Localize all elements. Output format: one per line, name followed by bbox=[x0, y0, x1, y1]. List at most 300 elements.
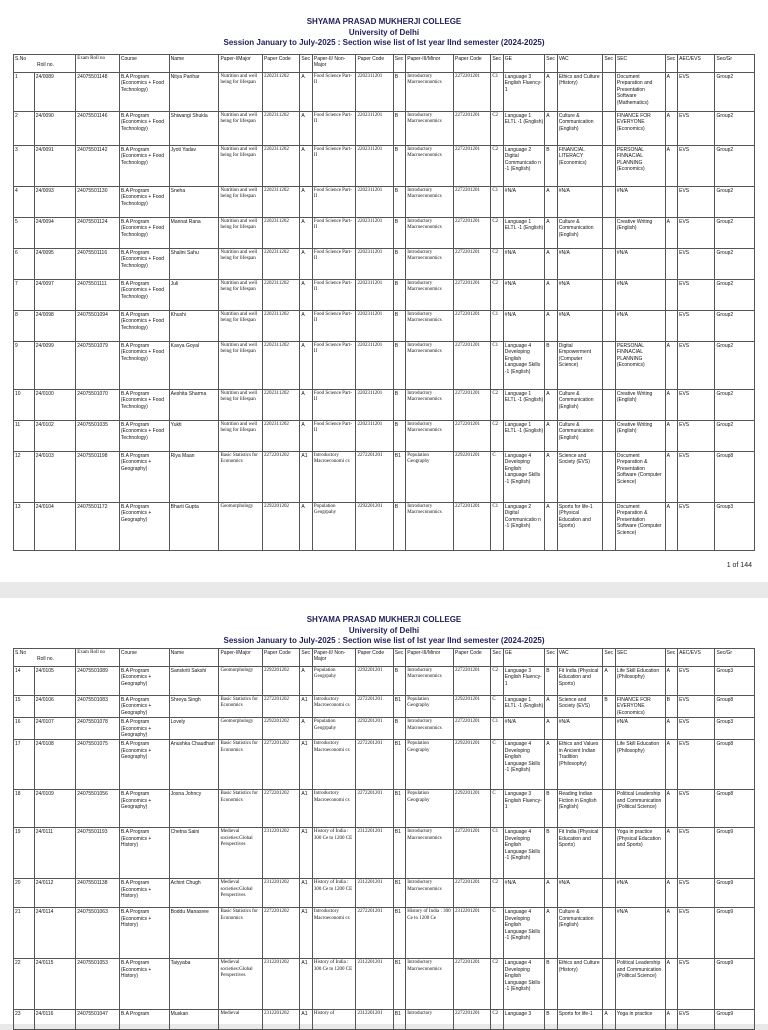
cell-ge: Language 1 ELTL -1 (English) bbox=[503, 696, 545, 718]
cell-sno: 4 bbox=[14, 187, 35, 218]
cell-paper-code-1: 2272201202 bbox=[263, 452, 300, 503]
cell-vac: Reading Indian Fiction in English (English) bbox=[557, 790, 603, 828]
cell-roll-no: 24/0098 bbox=[34, 311, 76, 342]
column-header-sec-vac: Sec bbox=[603, 55, 615, 73]
cell-sec-2: B1 bbox=[393, 1010, 405, 1030]
cell-paper-code-2: 2202311201 bbox=[356, 218, 393, 249]
cell-roll-no: 24/0104 bbox=[34, 503, 76, 551]
cell-paper-iii-minor: Population Geography bbox=[406, 696, 454, 718]
cell-ge: #N/A bbox=[503, 187, 545, 218]
cell-vac: Sports for life-1 (Physical Education and Sports) bbox=[557, 503, 603, 551]
column-header-sno bbox=[14, 649, 76, 667]
cell-paper-code-2: 2292201201 bbox=[356, 718, 393, 740]
cell-exam-roll-no: 24075501083 bbox=[76, 696, 120, 718]
cell-sec-vac bbox=[603, 280, 615, 311]
cell-exam-roll-no: 24075501063 bbox=[76, 908, 120, 959]
cell-sno: 22 bbox=[14, 959, 35, 1010]
cell-sec-2: B bbox=[393, 503, 405, 551]
cell-paper-i-major: Basic Statistics for Economics bbox=[219, 908, 263, 959]
cell-name: Kavya Goyal bbox=[169, 342, 219, 390]
cell-paper-iii-minor: Population Geography bbox=[406, 790, 454, 828]
cell-sec-ge: A bbox=[545, 218, 557, 249]
table-row bbox=[14, 112, 755, 146]
table-row bbox=[14, 828, 755, 879]
cell-paper-code-2: 2202311201 bbox=[356, 342, 393, 390]
cell-course: B.A Program (Economics + Food Technology) bbox=[119, 342, 169, 390]
cell-name: Shreya Singh bbox=[169, 696, 219, 718]
cell-course: B.A Program (Economics + History) bbox=[119, 828, 169, 879]
column-header-paper-code-2: Paper Code bbox=[356, 55, 393, 73]
cell-roll-no: 24/0106 bbox=[34, 696, 76, 718]
cell-sec-group: Group8 bbox=[715, 452, 755, 503]
cell-sno: 16 bbox=[14, 718, 35, 740]
cell-sec-group: Group8 bbox=[715, 696, 755, 718]
cell-ge: Language 3 English Fluency-1 bbox=[503, 73, 545, 112]
cell-sec-3: C2 bbox=[491, 249, 503, 280]
cell-aec-evs: EVS bbox=[678, 908, 715, 959]
cell-sec-ge: A bbox=[545, 718, 557, 740]
cell-aec-evs: EVS bbox=[678, 187, 715, 218]
cell-roll-no: 24/0095 bbox=[34, 249, 76, 280]
cell-sec-3: C2 bbox=[491, 1010, 503, 1030]
cell-sec-sec: A bbox=[665, 879, 677, 908]
column-header-sec-sec: Sec bbox=[665, 649, 677, 667]
cell-roll-no: 24/0094 bbox=[34, 218, 76, 249]
cell-roll-no: 24/0099 bbox=[34, 342, 76, 390]
cell-sec-sec: A bbox=[665, 1010, 677, 1030]
cell-sec-3: C1 bbox=[491, 187, 503, 218]
cell-aec-evs: EVS bbox=[678, 667, 715, 696]
cell-sec-vac bbox=[603, 503, 615, 551]
cell-paper-iii-minor: Introductory Macroeconomics bbox=[406, 667, 454, 696]
cell-vac: Culture & Communication (English) bbox=[557, 218, 603, 249]
cell-ge: #N/A bbox=[503, 718, 545, 740]
cell-paper-ii-non-major: Population Geogrpahy bbox=[312, 667, 356, 696]
cell-sec-1: A bbox=[300, 311, 312, 342]
cell-sec-course: Life Skill Education (Philosophy) bbox=[615, 667, 665, 696]
cell-roll-no: 24/0105 bbox=[34, 667, 76, 696]
cell-exam-roll-no: 24075501053 bbox=[76, 959, 120, 1010]
cell-paper-code-3: 2272201201 bbox=[453, 311, 490, 342]
cell-course: B.A Program (Economics + Geography) bbox=[119, 740, 169, 790]
cell-ge: Language 1 ELTL -1 (English) bbox=[503, 390, 545, 421]
cell-sec-course: Creative Writing (English) bbox=[615, 421, 665, 452]
cell-sec-group: Group9 bbox=[715, 959, 755, 1010]
cell-name: Taiyyaba bbox=[169, 959, 219, 1010]
cell-sec-1: A bbox=[300, 146, 312, 187]
cell-paper-iii-minor: Introductory Macroeconomics bbox=[406, 146, 454, 187]
cell-sec-3: C bbox=[491, 908, 503, 959]
column-header-paper-ii-non-major: Paper-II/ Non-Major bbox=[312, 649, 356, 667]
cell-paper-ii-non-major: Food Science Part-II bbox=[312, 421, 356, 452]
cell-sno: 14 bbox=[14, 667, 35, 696]
cell-paper-code-3: 2292201201 bbox=[453, 740, 490, 790]
table-header-row bbox=[14, 649, 755, 667]
cell-sec-course: Document Preparation & Presentation Software (Computer Science) bbox=[615, 452, 665, 503]
cell-sec-3: C1 bbox=[491, 718, 503, 740]
cell-paper-code-1: 2312201202 bbox=[263, 879, 300, 908]
cell-paper-code-2: 2312201201 bbox=[356, 959, 393, 1010]
cell-paper-ii-non-major: Food Science Part-II bbox=[312, 280, 356, 311]
column-header-sno bbox=[14, 55, 76, 73]
cell-sec-3: C2 bbox=[491, 390, 503, 421]
table-row bbox=[14, 696, 755, 718]
table-row bbox=[14, 73, 755, 112]
cell-vac: #N/A bbox=[557, 311, 603, 342]
cell-paper-ii-non-major: Introductory Macroeconomi cs bbox=[312, 790, 356, 828]
cell-exam-roll-no: 24075501056 bbox=[76, 790, 120, 828]
cell-roll-no: 24/0109 bbox=[34, 790, 76, 828]
cell-sec-course: Creative Writing (English) bbox=[615, 390, 665, 421]
cell-sec-3: C1 bbox=[491, 828, 503, 879]
cell-ge: Language 3 English Fluency-1 bbox=[503, 790, 545, 828]
cell-sec-course: PERSONAL FINNACIAL PLANNING (Economics) bbox=[615, 146, 665, 187]
cell-sec-2: B1 bbox=[393, 879, 405, 908]
cell-vac: Ethics and Culture (History) bbox=[557, 73, 603, 112]
cell-paper-code-3: 2272201201 bbox=[453, 828, 490, 879]
cell-ge: Language 4 Developing English Language Skills -1 (English) bbox=[503, 740, 545, 790]
cell-course: B.A Program (Economics + Geography) bbox=[119, 452, 169, 503]
cell-paper-ii-non-major: History of India : 300 Ce to 1200 CE bbox=[312, 959, 356, 1010]
cell-sno: 9 bbox=[14, 342, 35, 390]
cell-vac: Science and Society (EVS) bbox=[557, 696, 603, 718]
column-header-paper-ii-non-major: Paper-II/ Non-Major bbox=[312, 55, 356, 73]
column-header-roll-no: Roll no. bbox=[37, 62, 54, 69]
cell-sec-group: Group2 bbox=[715, 146, 755, 187]
cell-sec-vac bbox=[603, 311, 615, 342]
cell-sec-sec: A bbox=[665, 342, 677, 390]
cell-exam-roll-no: 24075501124 bbox=[76, 218, 120, 249]
cell-paper-code-1: 2202311202 bbox=[263, 421, 300, 452]
cell-paper-code-2: 2312201201 bbox=[356, 879, 393, 908]
cell-paper-code-1: 2202311202 bbox=[263, 390, 300, 421]
cell-roll-no: 24/0103 bbox=[34, 452, 76, 503]
cell-sec-3: C2 bbox=[491, 667, 503, 696]
cell-roll-no: 24/0116 bbox=[34, 1010, 76, 1030]
cell-paper-code-2: 2272201201 bbox=[356, 696, 393, 718]
cell-aec-evs: EVS bbox=[678, 311, 715, 342]
cell-aec-evs: EVS bbox=[678, 218, 715, 249]
cell-sec-2: B bbox=[393, 249, 405, 280]
cell-name: Anushka Chaudhari bbox=[169, 740, 219, 790]
column-header-vac: VAC bbox=[557, 649, 603, 667]
cell-sec-ge: A bbox=[545, 112, 557, 146]
college-name: SHYAMA PRASAD MUKHERJI COLLEGE bbox=[306, 17, 462, 26]
cell-name: Sanskriti Sakshi bbox=[169, 667, 219, 696]
cell-paper-iii-minor: Population Geography bbox=[406, 740, 454, 790]
cell-sec-group: Group2 bbox=[715, 280, 755, 311]
cell-aec-evs: EVS bbox=[678, 696, 715, 718]
cell-vac: Culture & Communication (English) bbox=[557, 112, 603, 146]
cell-paper-i-major: Geomorphology bbox=[219, 667, 263, 696]
column-header-sec-1: Sec bbox=[300, 55, 312, 73]
cell-sec-1: A bbox=[300, 218, 312, 249]
cell-sec-3: C2 bbox=[491, 112, 503, 146]
cell-sno: 13 bbox=[14, 503, 35, 551]
cell-sec-2: B bbox=[393, 73, 405, 112]
college-name: SHYAMA PRASAD MUKHERJI COLLEGE bbox=[306, 615, 462, 624]
cell-course: B.A Program (Economics + Food Technology) bbox=[119, 112, 169, 146]
cell-paper-code-3: 2272201201 bbox=[453, 503, 490, 551]
cell-course: B.A Program (Economics + Food Technology) bbox=[119, 249, 169, 280]
cell-sec-group: Group3 bbox=[715, 503, 755, 551]
cell-course: B.A Program (Economics + Geography) bbox=[119, 503, 169, 551]
cell-sec-vac bbox=[603, 959, 615, 1010]
cell-ge: #N/A bbox=[503, 280, 545, 311]
cell-sno: 12 bbox=[14, 452, 35, 503]
cell-sec-vac bbox=[603, 718, 615, 740]
cell-ge: #N/A bbox=[503, 249, 545, 280]
column-header-paper-i-major: Paper-I/Major bbox=[219, 55, 263, 73]
cell-paper-i-major: Medieval bbox=[219, 1010, 263, 1030]
cell-roll-no: 24/0102 bbox=[34, 421, 76, 452]
cell-ge: #N/A bbox=[503, 879, 545, 908]
cell-sec-group: Group9 bbox=[715, 908, 755, 959]
cell-paper-ii-non-major: Introductory Macroeconomi cs bbox=[312, 740, 356, 790]
cell-sec-1: A1 bbox=[300, 908, 312, 959]
cell-paper-code-3: 2272201201 bbox=[453, 187, 490, 218]
cell-sec-course: PERSONAL FINNACIAL PLANNING (Economics) bbox=[615, 342, 665, 390]
cell-sec-group: Group2 bbox=[715, 112, 755, 146]
cell-sec-1: A bbox=[300, 112, 312, 146]
cell-exam-roll-no: 24075501089 bbox=[76, 667, 120, 696]
cell-course: B.A Program (Economics + Food Technology) bbox=[119, 218, 169, 249]
cell-roll-no: 24/0093 bbox=[34, 187, 76, 218]
cell-sec-ge: A bbox=[545, 908, 557, 959]
cell-paper-code-3: 2272201201 bbox=[453, 421, 490, 452]
cell-sec-group: Group3 bbox=[715, 667, 755, 696]
cell-course: B.A Program (Economics + Geography) bbox=[119, 696, 169, 718]
cell-sec-course: FINANCE FOR EVERYONE (Economics) bbox=[615, 112, 665, 146]
cell-paper-code-3: 2272201201 bbox=[453, 249, 490, 280]
cell-paper-iii-minor: History of India : 300 Ce to 1200 Ce bbox=[406, 908, 454, 959]
cell-sec-2: B bbox=[393, 390, 405, 421]
column-header-sec-sec: Sec bbox=[665, 55, 677, 73]
cell-sec-sec bbox=[665, 311, 677, 342]
column-header-vac: VAC bbox=[557, 55, 603, 73]
table-row bbox=[14, 421, 755, 452]
cell-paper-code-2: 2202311201 bbox=[356, 73, 393, 112]
cell-sec-3: C2 bbox=[491, 280, 503, 311]
cell-sno: 10 bbox=[14, 390, 35, 421]
table-row bbox=[14, 218, 755, 249]
cell-paper-i-major: Nutrition and well being for lifespan bbox=[219, 187, 263, 218]
cell-sec-sec: A bbox=[665, 73, 677, 112]
cell-name: Lovely bbox=[169, 718, 219, 740]
cell-paper-ii-non-major: Introductory Macroeconomi cs bbox=[312, 696, 356, 718]
cell-sec-2: B bbox=[393, 280, 405, 311]
cell-sec-ge: A bbox=[545, 879, 557, 908]
cell-ge: Language 3 English Fluency-1 bbox=[503, 667, 545, 696]
cell-paper-iii-minor: Introductory Macroeconomics bbox=[406, 218, 454, 249]
cell-paper-ii-non-major: Food Science Part-II bbox=[312, 218, 356, 249]
section-list-table bbox=[13, 648, 755, 1030]
cell-sec-group: Group2 bbox=[715, 73, 755, 112]
cell-paper-iii-minor: Introductory Macroeconomics bbox=[406, 249, 454, 280]
column-header-sec-course: SEC bbox=[615, 649, 665, 667]
cell-sec-sec: A bbox=[665, 959, 677, 1010]
session-title: Session January to July-2025 : Section wise list of Ist year IInd semester (2024-2025) bbox=[223, 636, 545, 645]
cell-paper-code-3: 2272201201 bbox=[453, 218, 490, 249]
column-header-sec-ge: Sec bbox=[545, 649, 557, 667]
cell-ge: Language 1 ELTL -1 (English) bbox=[503, 218, 545, 249]
cell-paper-i-major: Basic Statistics for Economics bbox=[219, 740, 263, 790]
cell-paper-i-major: Nutrition and well being for lifespan bbox=[219, 311, 263, 342]
cell-roll-no: 24/0108 bbox=[34, 740, 76, 790]
cell-sec-2: B bbox=[393, 421, 405, 452]
cell-sec-vac bbox=[603, 73, 615, 112]
cell-paper-ii-non-major: Food Science Part-II bbox=[312, 187, 356, 218]
column-header-name: Name bbox=[169, 649, 219, 667]
cell-sec-course: #N/A bbox=[615, 718, 665, 740]
cell-paper-i-major: Geomorphology bbox=[219, 503, 263, 551]
cell-sec-1: A1 bbox=[300, 452, 312, 503]
cell-paper-code-2: 2272201201 bbox=[356, 790, 393, 828]
cell-paper-i-major: Basic Statistics for Economics bbox=[219, 696, 263, 718]
cell-sec-vac bbox=[603, 421, 615, 452]
cell-ge: Language 2 Digital Communicatio n -1 (English) bbox=[503, 146, 545, 187]
cell-sec-sec: A bbox=[665, 146, 677, 187]
cell-sec-ge: A bbox=[545, 390, 557, 421]
cell-aec-evs: EVS bbox=[678, 740, 715, 790]
cell-sec-1: A bbox=[300, 73, 312, 112]
cell-paper-code-2: 2292201201 bbox=[356, 667, 393, 696]
cell-ge: Language 4 Developing English Language Skills -1 (English) bbox=[503, 342, 545, 390]
cell-paper-iii-minor: Introductory Macroeconomics bbox=[406, 342, 454, 390]
column-header-paper-code-3: Paper Code bbox=[453, 55, 490, 73]
cell-sec-sec: A bbox=[665, 503, 677, 551]
cell-exam-roll-no: 24075501138 bbox=[76, 879, 120, 908]
table-header-row bbox=[14, 55, 755, 73]
cell-name: Khushi bbox=[169, 311, 219, 342]
cell-sno: 11 bbox=[14, 421, 35, 452]
cell-ge: #N/A bbox=[503, 311, 545, 342]
cell-vac: Ethics and Culture (History) bbox=[557, 959, 603, 1010]
cell-sec-group: Group2 bbox=[715, 311, 755, 342]
table-row bbox=[14, 879, 755, 908]
cell-sec-sec: A bbox=[665, 790, 677, 828]
cell-sec-1: A bbox=[300, 249, 312, 280]
cell-course: B.A Program (Economics + Food Technology) bbox=[119, 311, 169, 342]
cell-exam-roll-no: 24075501078 bbox=[76, 718, 120, 740]
cell-paper-ii-non-major: Introductory Macroeconomi cs bbox=[312, 908, 356, 959]
cell-sec-3: C2 bbox=[491, 421, 503, 452]
cell-sec-1: A bbox=[300, 280, 312, 311]
cell-name: Juli bbox=[169, 280, 219, 311]
cell-sec-ge: B bbox=[545, 146, 557, 187]
column-header-ge: GE bbox=[503, 55, 545, 73]
cell-sec-sec bbox=[665, 249, 677, 280]
column-header-aec-evs: AEC/EVS bbox=[678, 649, 715, 667]
cell-sec-ge: B bbox=[545, 959, 557, 1010]
cell-vac: #N/A bbox=[557, 249, 603, 280]
cell-sec-1: A1 bbox=[300, 879, 312, 908]
cell-sec-ge: B bbox=[545, 828, 557, 879]
cell-paper-i-major: Nutrition and well being for lifespan bbox=[219, 421, 263, 452]
cell-roll-no: 24/0089 bbox=[34, 73, 76, 112]
cell-sec-group: Group3 bbox=[715, 718, 755, 740]
cell-paper-code-2: 2202311201 bbox=[356, 390, 393, 421]
cell-name: Sneha bbox=[169, 187, 219, 218]
cell-sec-2: B bbox=[393, 187, 405, 218]
column-header-aec-evs: AEC/EVS bbox=[678, 55, 715, 73]
table-row bbox=[14, 280, 755, 311]
cell-paper-ii-non-major: History of India : 300 Ce to 1200 CE bbox=[312, 879, 356, 908]
cell-sno: 5 bbox=[14, 218, 35, 249]
cell-aec-evs: EVS bbox=[678, 146, 715, 187]
cell-ge: Language 1 ELTL -1 (English) bbox=[503, 112, 545, 146]
cell-sec-group: Group2 bbox=[715, 421, 755, 452]
page-separator bbox=[0, 582, 768, 598]
cell-exam-roll-no: 24075501111 bbox=[76, 280, 120, 311]
cell-aec-evs: EVS bbox=[678, 73, 715, 112]
cell-sec-group: Group9 bbox=[715, 879, 755, 908]
cell-sec-2: B bbox=[393, 112, 405, 146]
cell-vac: Fit India (Physical Education and Sports) bbox=[557, 828, 603, 879]
cell-sec-3: C2 bbox=[491, 959, 503, 1010]
cell-sec-ge: A bbox=[545, 452, 557, 503]
cell-sec-vac bbox=[603, 390, 615, 421]
cell-sec-1: A bbox=[300, 503, 312, 551]
cell-sec-ge: A bbox=[545, 249, 557, 280]
cell-sec-course: Yoga in practice (Physical Education and Sports) bbox=[615, 828, 665, 879]
cell-paper-code-3: 2292201201 bbox=[453, 696, 490, 718]
cell-sec-2: B bbox=[393, 218, 405, 249]
cell-exam-roll-no: 24075501193 bbox=[76, 828, 120, 879]
cell-paper-code-2: 2202311201 bbox=[356, 187, 393, 218]
section-list-table bbox=[13, 54, 755, 551]
column-header-ge: GE bbox=[503, 649, 545, 667]
cell-vac: Culture & Communication (English) bbox=[557, 390, 603, 421]
cell-paper-iii-minor: Introductory bbox=[406, 1010, 454, 1030]
cell-paper-i-major: Nutrition and well being for lifespan bbox=[219, 390, 263, 421]
cell-sec-course: Document Preparation & Presentation Software (Computer Science) bbox=[615, 503, 665, 551]
cell-paper-code-2: 2202311201 bbox=[356, 280, 393, 311]
cell-sec-ge: B bbox=[545, 667, 557, 696]
cell-ge: Language 3 bbox=[503, 1010, 545, 1030]
cell-paper-i-major: Nutrition and well being for lifespan bbox=[219, 218, 263, 249]
cell-aec-evs: EVS bbox=[678, 790, 715, 828]
cell-sec-sec: A bbox=[665, 452, 677, 503]
university-name: University of Delhi bbox=[348, 27, 420, 37]
cell-sec-1: A1 bbox=[300, 740, 312, 790]
cell-name: Mannat Rana bbox=[169, 218, 219, 249]
cell-paper-code-3: 2272201201 bbox=[453, 959, 490, 1010]
cell-sec-3: C2 bbox=[491, 218, 503, 249]
cell-sec-group: Group8 bbox=[715, 740, 755, 790]
cell-paper-i-major: Nutrition and well being for lifespan bbox=[219, 249, 263, 280]
cell-paper-iii-minor: Introductory Macroeconomics bbox=[406, 503, 454, 551]
cell-sec-group: Group2 bbox=[715, 342, 755, 390]
cell-paper-code-1: 2292201202 bbox=[263, 503, 300, 551]
column-header-sec-ge: Sec bbox=[545, 55, 557, 73]
cell-paper-code-1: 2202311202 bbox=[263, 73, 300, 112]
cell-sec-course: Political Leadership and Communication (Political Science) bbox=[615, 959, 665, 1010]
cell-exam-roll-no: 24075501142 bbox=[76, 146, 120, 187]
cell-sec-2: B1 bbox=[393, 452, 405, 503]
cell-sec-3: C bbox=[491, 740, 503, 790]
cell-name: Aeshita Sharma bbox=[169, 390, 219, 421]
cell-vac: Sports for life-1 bbox=[557, 1010, 603, 1030]
cell-vac: Culture & Communication (English) bbox=[557, 908, 603, 959]
cell-course: B.A Program (Economics + History) bbox=[119, 959, 169, 1010]
table-row bbox=[14, 390, 755, 421]
table-row bbox=[14, 452, 755, 503]
cell-sec-vac bbox=[603, 342, 615, 390]
cell-sec-2: B bbox=[393, 342, 405, 390]
cell-sec-2: B bbox=[393, 667, 405, 696]
table-row bbox=[14, 908, 755, 959]
